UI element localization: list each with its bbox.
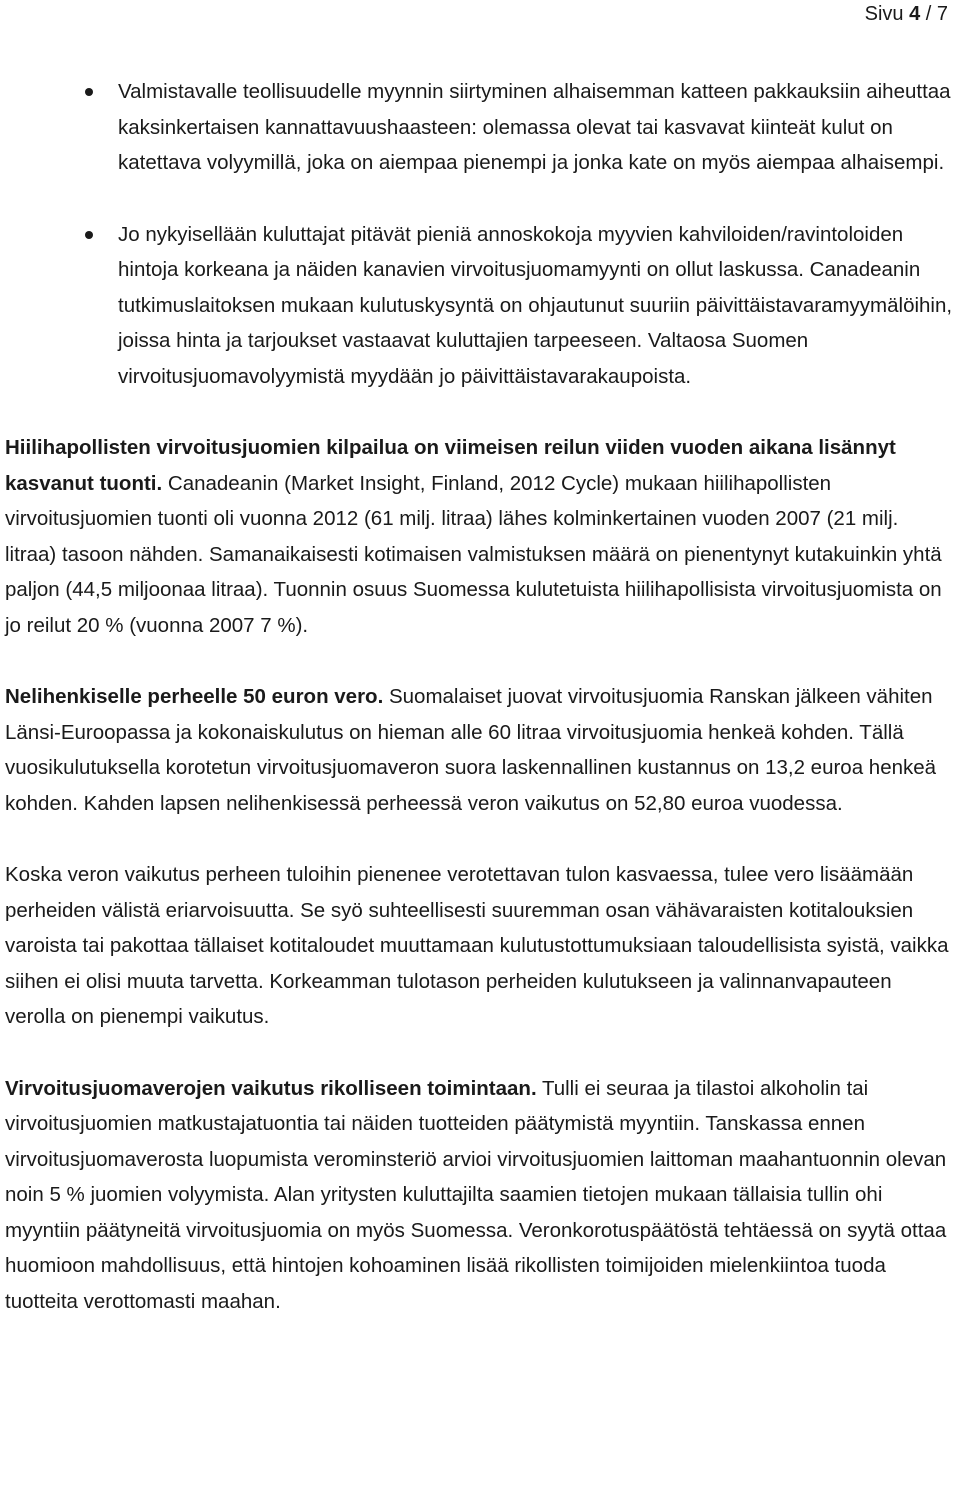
paragraph-import-competition (5, 430, 955, 643)
paragraph-family-tax (5, 679, 955, 821)
paragraph-heading: Nelihenkiselle perheelle 50 euron vero. (5, 685, 384, 708)
paragraph-text: Koska veron vaikutus perheen tuloihin pienenee verotettavan tulon kasvaessa, tulee vero lisäämään perheiden välistä eriarvoisuutta. Se syö suhteellisesti suuremman osan vähävaraisten kotitalouksien varoista tai pakottaa tällaiset kotitaloudet muuttamaan kulutustottumuksiaan taloudellisista syistä, vaikka siihen ei olisi muuta tarvetta. Korkeamman tulotason perheiden kulutukseen ja valinnanvapauteen verolla on pienempi vaikutus. (5, 863, 949, 1028)
page-number (865, 2, 948, 26)
paragraph-criminal-activity (5, 1071, 955, 1320)
page-number-total: 7 (936, 3, 948, 25)
bullet-text: Jo nykyisellään kuluttajat pitävät pieniä annoskokoja myyvien kahviloiden/ravintoloiden hintoja korkeana ja näiden kanavien virvoitusjuomamyynti on ollut laskussa. Canadeanin tutkimuslaitoksen mukaan kulutuskysyntä on ohjautunut suuriin päivittäistavaramyymälöihin, joissa hinta ja tarjoukset vastaavat kuluttajien tarpeeseen. Valtaosa Suomen virvoitusjuomavolyymistä myydään jo päivittäistavarakaupoista. (118, 222, 953, 388)
bullet-text: Valmistavalle teollisuudelle myynnin siirtyminen alhaisemman katteen pakkauksiin aiheuttaa kaksinkertaisen kannattavuushaasteen: olemassa olevat tai kasvavat kiinteät kulut on katettava volyymillä, joka on aiempaa pienempi ja jonka kate on myös aiempaa alhaisempi. (118, 80, 951, 174)
page-number-prefix: Sivu (864, 3, 910, 25)
paragraph-heading: Virvoitusjuomaverojen vaikutus rikolliseen toimintaan. (5, 1076, 537, 1100)
bullet-dot-icon (85, 231, 93, 239)
page-number-separator: / (920, 3, 937, 25)
paragraph-heading: Hiilihapollisten virvoitusjuomien kilpailua on viimeisen reilun viiden vuoden aikana lisännyt kasvanut tuonti. (5, 436, 896, 495)
bullet-item (5, 74, 955, 181)
paragraph-text: Suomalaiset juovat virvoitusjuomia Ranskan jälkeen vähiten Länsi-Euroopassa ja kokonaiskulutus on hieman alle 60 litraa virvoitusjuomia henkeä kohden. Tällä vuosikulutuksella korotetun virvoitusjuomaveron suora laskennallinen kustannus on 13,2 euroa henkeä kohden. Kahden lapsen nelihenkisessä perheessä veron vaikutus on 52,80 euroa vuodessa. (5, 685, 937, 815)
page-number-current: 4 (909, 3, 921, 25)
bullet-item (5, 217, 955, 395)
document-body (5, 74, 955, 1355)
bullet-dot-icon (85, 88, 93, 96)
paragraph-text: Tulli ei seuraa ja tilastoi alkoholin tai virvoitusjuomien matkustajatuontia tai näiden tuotteiden päätymistä myyntiin. Tanskassa ennen virvoitusjuomaverosta luopumista verominsteriö arvioi virvoitusjuomien laittoman maahantuonnin olevan noin 5 % juomien volyymista. Alan yritysten kuluttajilta saamien tietojen mukaan tällaisia tullin ohi myyntiin päätyneitä virvoitusjuomia on myös Suomessa. Veronkorotuspäätöstä tehtäessä on syytä ottaa huomioon mahdollisuus, että hintojen kohoaminen lisää rikollisten toimijoiden mielenkiintoa tuoda tuotteita verottomasti maahan. (5, 1076, 947, 1313)
paragraph-inequality (5, 857, 955, 1035)
paragraph-text: Canadeanin (Market Insight, Finland, 2012 Cycle) mukaan hiilihapollisten virvoitusjuomien tuonti oli vuonna 2012 (61 milj. litraa) lähes kolminkertainen vuoden 2007 (21 milj. litraa) tasoon nähden. Samanaikaisesti kotimaisen valmistuksen määrä on pienentynyt kutakuinkin yhtä paljon (44,5 miljoonaa litraa). Tuonnin osuus Suomessa kulutetuista hiilihapollisista virvoitusjuomista on jo reilut 20 % (vuonna 2007 7 %). (5, 471, 942, 637)
bullet-list (5, 74, 955, 394)
